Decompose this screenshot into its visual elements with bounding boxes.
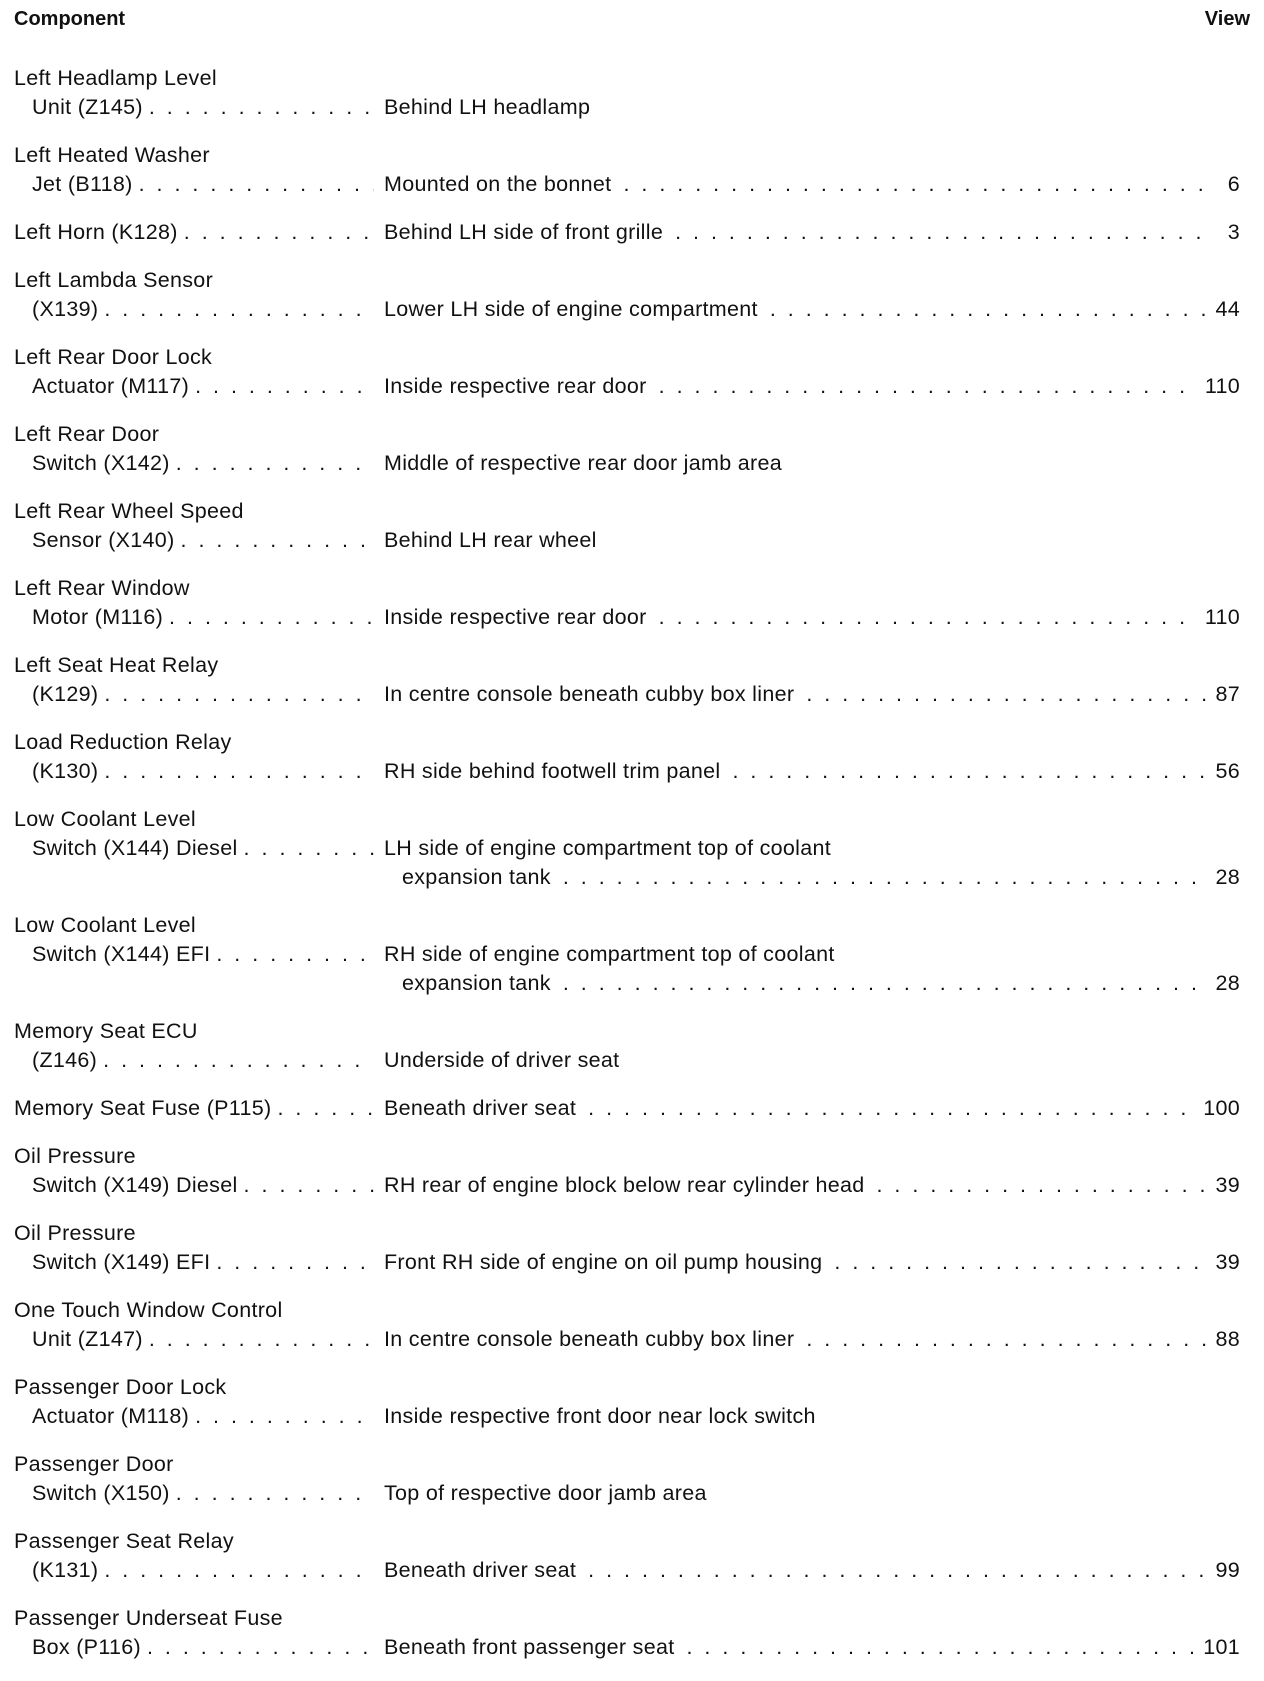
component-name: Left Rear Door Lock [14,345,213,369]
leader-dots [770,295,1208,324]
table-header [14,4,1250,32]
component-id: Switch (X144) EFI [32,942,211,966]
leader-dots [181,526,374,555]
component-id-cell [14,940,384,969]
component-name: Passenger Door Lock [14,1375,227,1399]
list-item [14,343,1240,401]
location-cell [384,1094,1240,1123]
entry-row [14,1402,1240,1431]
component-id: (Z146) [32,1048,98,1072]
location-text: Inside respective rear door [384,605,647,629]
view-number: 39 [1215,1250,1240,1274]
list-item [14,1450,1240,1508]
component-id: (K131) [32,1558,99,1582]
location-cell [384,940,1240,969]
component-name: Left Seat Heat Relay [14,653,219,677]
component-id: Box (P116) [32,1635,141,1659]
location-continuation [14,863,1240,892]
entry-row [14,1633,1240,1662]
entry-row [14,1248,1240,1277]
entry-row [14,757,1240,786]
location-text: Inside respective rear door [384,374,647,398]
leader-dots [104,680,374,709]
leader-dots [149,1325,374,1354]
leader-dots [103,1046,374,1075]
location-text: Inside respective front door near lock switch [384,1404,816,1428]
view-number: 110 [1204,374,1240,398]
component-id-cell [14,372,384,401]
location-cell [384,834,1240,863]
entry-row [14,940,1240,969]
component-id: Jet (B118) [32,172,133,196]
location-cell [384,1479,1240,1508]
leader-dots [176,449,374,478]
list-item [14,64,1240,122]
component-name: Left Lambda Sensor [14,268,214,292]
component-name: Oil Pressure [14,1221,136,1245]
location-cell [384,449,1240,478]
component-id-cell [14,1046,384,1075]
location-text: Beneath front passenger seat [384,1635,675,1659]
component-id: (K130) [32,759,99,783]
list-item [14,218,1240,247]
component-id: Unit (Z147) [32,1327,143,1351]
component-id-cell [14,1171,384,1200]
view-number: 87 [1215,682,1240,706]
entry-row [14,680,1240,709]
component-id-cell [14,680,384,709]
component-id-cell [14,1094,384,1123]
leader-dots [139,170,374,199]
component-id-cell [14,1402,384,1431]
component-id-cell [14,1325,384,1354]
list-item [14,1017,1240,1075]
component-id-cell [14,1479,384,1508]
list-item [14,266,1240,324]
entry-row [14,1094,1240,1123]
entry-row [14,93,1240,122]
component-name: Low Coolant Level [14,807,196,831]
location-text: RH side behind footwell trim panel [384,759,721,783]
view-number: 56 [1215,759,1240,783]
leader-dots [176,1479,374,1508]
location-cell [384,526,1240,555]
entry-row [14,526,1240,555]
component-name: Load Reduction Relay [14,730,232,754]
component-name: Oil Pressure [14,1144,136,1168]
component-id: Left Horn (K128) [14,220,178,244]
location-text: In centre console beneath cubby box liner [384,1327,795,1351]
component-id: Sensor (X140) [32,528,175,552]
component-name: Passenger Underseat Fuse [14,1606,283,1630]
component-id: Actuator (M118) [32,1404,190,1428]
location-text: Front RH side of engine on oil pump housing [384,1250,823,1274]
entry-row [14,218,1240,247]
location-continuation [14,969,1240,998]
component-name: Passenger Door [14,1452,174,1476]
leader-dots [169,603,374,632]
location-cell [384,680,1240,709]
location-cell [384,1171,1240,1200]
location-text: Underside of driver seat [384,1048,620,1072]
component-id: (K129) [32,682,99,706]
location-cell [384,372,1240,401]
component-id: Switch (X149) EFI [32,1250,211,1274]
component-id-cell [14,1633,384,1662]
location-text: Behind LH headlamp [384,95,591,119]
leader-dots [563,863,1208,892]
component-id: Switch (X150) [32,1481,170,1505]
component-name: One Touch Window Control [14,1298,283,1322]
view-number: 99 [1215,1558,1240,1582]
component-id-cell [14,170,384,199]
location-cell [384,757,1240,786]
location-text-continued: expansion tank [402,865,551,889]
view-number: 88 [1215,1327,1240,1351]
component-id: Actuator (M117) [32,374,190,398]
component-name: Left Headlamp Level [14,66,217,90]
list-item [14,420,1240,478]
leader-dots [588,1556,1207,1585]
component-id-cell [14,1248,384,1277]
leader-dots [195,372,374,401]
location-text: Behind LH side of front grille [384,220,664,244]
list-item [14,911,1240,998]
component-name: Left Rear Door [14,422,160,446]
location-cell [384,1325,1240,1354]
component-id: Switch (X142) [32,451,170,475]
view-number: 28 [1215,865,1240,889]
location-cell [384,218,1240,247]
leader-dots [659,603,1197,632]
location-cell [384,170,1240,199]
location-text: Mounted on the bonnet [384,172,612,196]
leader-dots [277,1094,374,1123]
component-id: Switch (X144) Diesel [32,836,238,860]
component-id-cell [14,1556,384,1585]
component-id-cell [14,449,384,478]
leader-dots [623,170,1208,199]
view-number: 110 [1204,605,1240,629]
location-text: RH side of engine compartment top of coolant [384,942,835,966]
leader-dots [104,295,374,324]
component-id-cell [14,526,384,555]
entry-row [14,1046,1240,1075]
list-item [14,574,1240,632]
location-cell [384,295,1240,324]
list-item [14,141,1240,199]
location-text: Middle of respective rear door jamb area [384,451,782,475]
location-text-continued: expansion tank [402,971,551,995]
component-id: Unit (Z145) [32,95,143,119]
leader-dots [806,1325,1207,1354]
location-text: Beneath driver seat [384,1558,577,1582]
leader-dots [244,1171,374,1200]
location-text: In centre console beneath cubby box liner [384,682,795,706]
view-number: 3 [1227,220,1240,244]
component-id: Switch (X149) Diesel [32,1173,238,1197]
list-item [14,497,1240,555]
location-cell [384,1633,1240,1662]
component-id: Motor (M116) [32,605,164,629]
component-name: Left Rear Window [14,576,190,600]
leader-dots [216,1248,374,1277]
entry-row [14,1479,1240,1508]
list-item [14,651,1240,709]
leader-dots [244,834,374,863]
entry-row [14,170,1240,199]
view-number: 28 [1215,971,1240,995]
component-name: Memory Seat ECU [14,1019,198,1043]
leader-dots [104,757,374,786]
list-item [14,1219,1240,1277]
entry-row [14,1171,1240,1200]
leader-dots [149,93,374,122]
leader-dots [147,1633,374,1662]
view-number: 100 [1203,1096,1240,1120]
list-item [14,1094,1240,1123]
location-cell [384,1046,1240,1075]
view-number: 44 [1215,297,1240,321]
location-text: LH side of engine compartment top of coolant [384,836,832,860]
leader-dots [216,940,374,969]
entry-row [14,295,1240,324]
leader-dots [686,1633,1195,1662]
component-id-cell [14,93,384,122]
list-item [14,805,1240,892]
view-column-header: View [1204,8,1250,30]
entry-row [14,1325,1240,1354]
list-item [14,1296,1240,1354]
view-number: 6 [1227,172,1240,196]
component-location-list [14,64,1240,1681]
view-number: 101 [1203,1635,1240,1659]
leader-dots [732,757,1207,786]
location-cell [384,1402,1240,1431]
component-name: Low Coolant Level [14,913,196,937]
leader-dots [675,218,1208,247]
entry-row [14,449,1240,478]
location-text: Beneath driver seat [384,1096,577,1120]
leader-dots [195,1402,374,1431]
entry-row [14,372,1240,401]
entry-row [14,834,1240,863]
location-text: Top of respective door jamb area [384,1481,707,1505]
location-cell [384,1556,1240,1585]
leader-dots [588,1094,1195,1123]
list-item [14,1142,1240,1200]
component-id: Memory Seat Fuse (P115) [14,1096,272,1120]
list-item [14,1527,1240,1585]
component-id-cell [14,757,384,786]
entry-row [14,603,1240,632]
location-text: Behind LH rear wheel [384,528,597,552]
component-id-cell [14,218,384,247]
component-id-cell [14,295,384,324]
component-id: (X139) [32,297,99,321]
list-item [14,1373,1240,1431]
component-name: Passenger Seat Relay [14,1529,234,1553]
component-column-header: Component [14,8,126,30]
list-item [14,1604,1240,1662]
location-text: RH rear of engine block below rear cylinder head [384,1173,865,1197]
location-text: Lower LH side of engine compartment [384,297,758,321]
location-cell [384,603,1240,632]
leader-dots [104,1556,374,1585]
view-number: 39 [1215,1173,1240,1197]
leader-dots [834,1248,1207,1277]
component-id-cell [14,603,384,632]
entry-row [14,1556,1240,1585]
list-item [14,728,1240,786]
leader-dots [876,1171,1207,1200]
component-name: Left Rear Wheel Speed [14,499,244,523]
component-name: Left Heated Washer [14,143,210,167]
leader-dots [184,218,374,247]
component-id-cell [14,834,384,863]
location-cell [384,93,1240,122]
location-cell [384,1248,1240,1277]
leader-dots [806,680,1207,709]
leader-dots [659,372,1197,401]
leader-dots [563,969,1208,998]
